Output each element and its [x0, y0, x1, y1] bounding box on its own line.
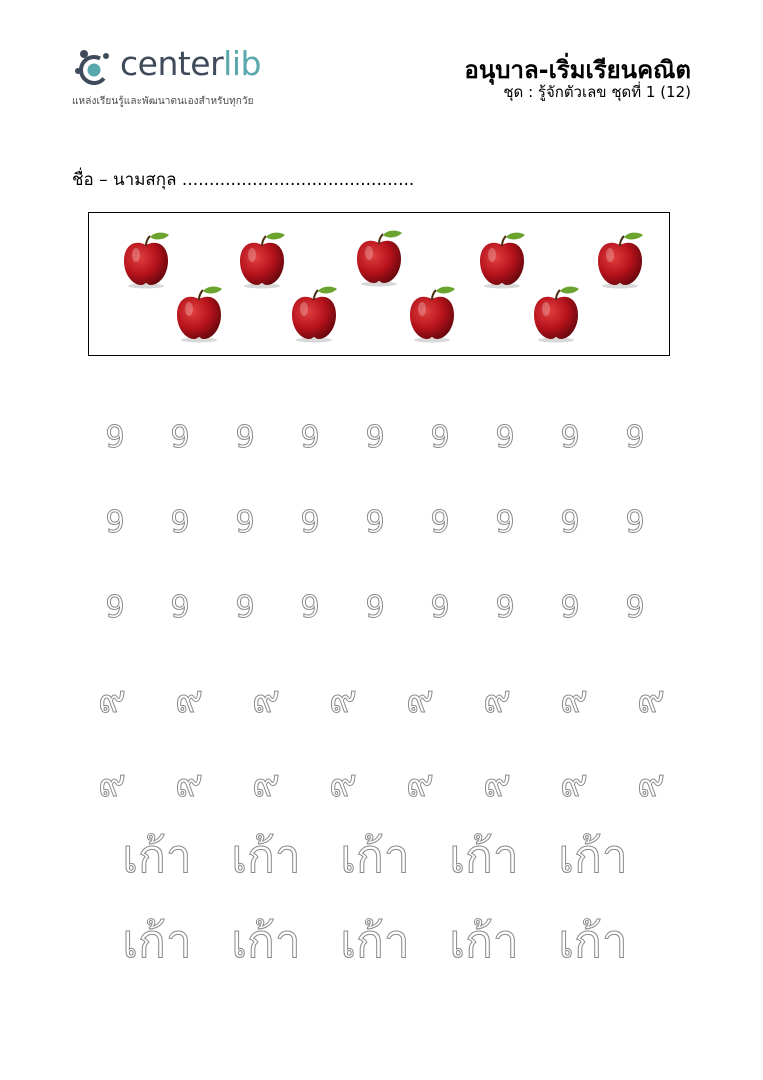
apple-icon	[289, 285, 339, 343]
trace-thai-digit-nine: ๙	[483, 761, 511, 805]
trace-digit-nine: 9	[300, 590, 320, 625]
logo-wordmark: centerlib	[120, 44, 261, 83]
centerlib-logo	[70, 42, 300, 112]
trace-digit-nine: 9	[170, 505, 190, 540]
trace-thai-digit-nine: ๙	[252, 761, 280, 805]
apple-count-box	[88, 212, 670, 356]
trace-thai-digit-nine: ๙	[175, 761, 203, 805]
trace-thai-digit-nine: ๙	[98, 677, 126, 721]
trace-digit-nine: 9	[105, 505, 125, 540]
trace-digit-nine: 9	[235, 590, 255, 625]
logo-molecule-icon	[70, 44, 118, 92]
trace-digit-nine: 9	[560, 590, 580, 625]
apple-icon	[531, 285, 581, 343]
trace-digit-nine: 9	[625, 420, 645, 455]
trace-thai-digit-nine: ๙	[637, 677, 665, 721]
trace-digit-nine: 9	[235, 505, 255, 540]
trace-digit-nine: 9	[495, 420, 515, 455]
apple-icon	[174, 285, 224, 343]
trace-digit-nine: 9	[300, 420, 320, 455]
trace-digit-nine: 9	[625, 505, 645, 540]
worksheet-subtitle: ชุด : รู้จักตัวเลข ชุดที่ 1 (12)	[503, 83, 691, 101]
trace-word-kao: เก้า	[231, 914, 301, 968]
trace-thai-digit-nine: ๙	[175, 677, 203, 721]
trace-digit-nine: 9	[365, 420, 385, 455]
trace-digit-nine: 9	[560, 420, 580, 455]
trace-word-kao: เก้า	[122, 914, 192, 968]
trace-digit-nine: 9	[170, 590, 190, 625]
trace-digit-nine: 9	[625, 590, 645, 625]
trace-thai-digit-nine: ๙	[252, 677, 280, 721]
trace-digit-nine: 9	[495, 590, 515, 625]
trace-word-kao: เก้า	[340, 914, 410, 968]
student-name-field: ชื่อ – นามสกุล ...........................................	[72, 170, 415, 190]
trace-word-kao: เก้า	[558, 829, 628, 883]
trace-word-kao: เก้า	[449, 829, 519, 883]
trace-thai-digit-nine: ๙	[560, 761, 588, 805]
apple-icon	[407, 285, 457, 343]
trace-thai-digit-nine: ๙	[98, 761, 126, 805]
apple-icon	[595, 231, 645, 289]
trace-word-kao: เก้า	[340, 829, 410, 883]
trace-thai-digit-nine: ๙	[406, 677, 434, 721]
trace-digit-nine: 9	[430, 590, 450, 625]
trace-digit-nine: 9	[105, 420, 125, 455]
apple-icon	[237, 231, 287, 289]
worksheet-title: อนุบาล-เริ่มเรียนคณิต	[464, 56, 691, 84]
trace-digit-nine: 9	[365, 590, 385, 625]
trace-digit-nine: 9	[560, 505, 580, 540]
trace-digit-nine: 9	[430, 505, 450, 540]
trace-thai-digit-nine: ๙	[406, 761, 434, 805]
apple-icon	[477, 231, 527, 289]
trace-digit-nine: 9	[105, 590, 125, 625]
trace-digit-nine: 9	[365, 505, 385, 540]
trace-thai-digit-nine: ๙	[483, 677, 511, 721]
apple-icon	[354, 229, 404, 287]
trace-thai-digit-nine: ๙	[637, 761, 665, 805]
trace-digit-nine: 9	[495, 505, 515, 540]
trace-digit-nine: 9	[300, 505, 320, 540]
trace-digit-nine: 9	[170, 420, 190, 455]
trace-thai-digit-nine: ๙	[329, 677, 357, 721]
trace-digit-nine: 9	[235, 420, 255, 455]
trace-digit-nine: 9	[430, 420, 450, 455]
logo-tagline: แหล่งเรียนรู้และพัฒนาตนเองสำหรับทุกวัย	[72, 96, 254, 107]
trace-thai-digit-nine: ๙	[560, 677, 588, 721]
trace-word-kao: เก้า	[231, 829, 301, 883]
apple-icon	[121, 231, 171, 289]
trace-thai-digit-nine: ๙	[329, 761, 357, 805]
trace-word-kao: เก้า	[558, 914, 628, 968]
trace-word-kao: เก้า	[122, 829, 192, 883]
trace-word-kao: เก้า	[449, 914, 519, 968]
